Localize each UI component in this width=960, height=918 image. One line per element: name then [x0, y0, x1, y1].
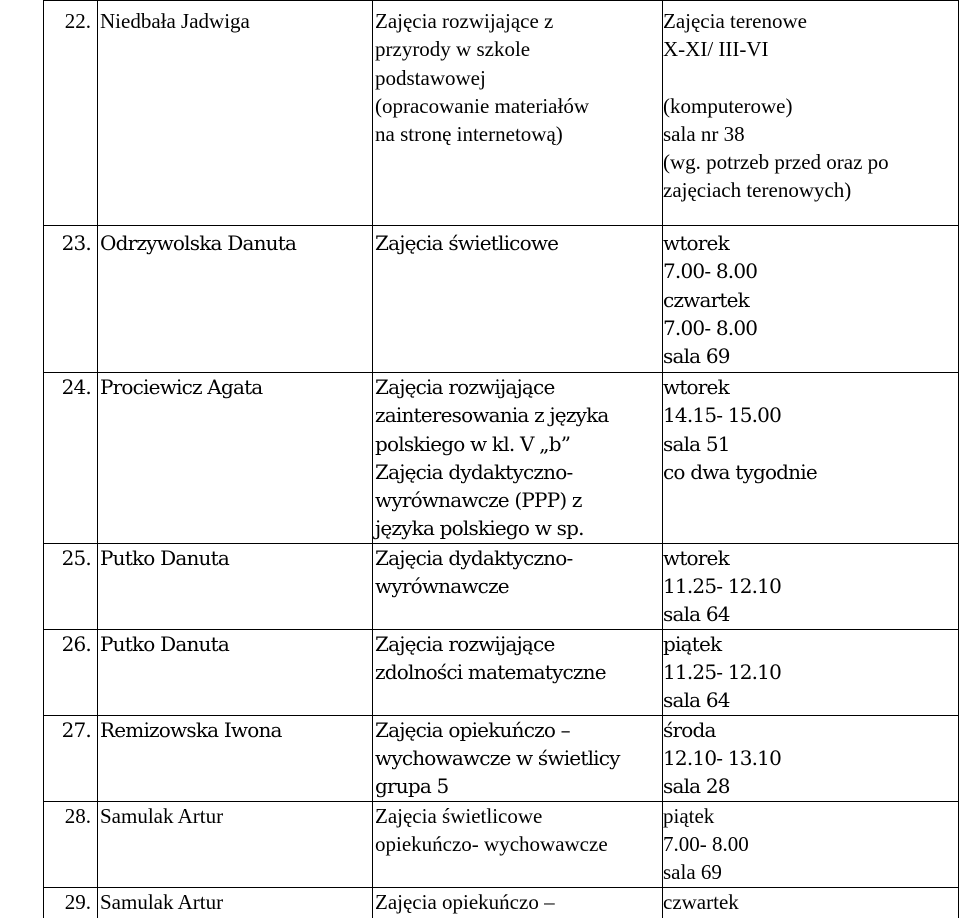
time-line: 11.25- 12.10	[663, 574, 782, 599]
row-number: 25.	[44, 543, 98, 629]
activity-line: Zajęcia rozwijające z	[375, 9, 554, 33]
time-line: sala 51	[663, 431, 730, 456]
time-line: piątek	[663, 631, 722, 656]
activity-description	[373, 629, 663, 715]
activity-line: podstawowej	[375, 65, 486, 90]
table-row	[44, 715, 959, 801]
time-line: zajęciach terenowych)	[663, 178, 852, 203]
teacher-name: Putko Danuta	[98, 629, 373, 715]
schedule-info	[663, 1, 959, 226]
activity-description	[373, 226, 663, 373]
activity-description	[373, 887, 663, 918]
time-line: Zajęcia terenowe	[663, 9, 807, 33]
row-number: 24.	[44, 373, 98, 544]
activity-line: polskiego w kl. V „b”	[375, 431, 571, 456]
activity-line: grupa 5	[375, 774, 449, 799]
teacher-name: Prociewicz Agata	[98, 373, 373, 544]
time-line: (wg. potrzeb przed oraz po	[663, 150, 889, 175]
table-row	[44, 1, 959, 226]
schedule-info	[663, 715, 959, 801]
schedule-info	[663, 629, 959, 715]
activity-line: Zajęcia świetlicowe	[375, 231, 559, 255]
activity-line: Zajęcia świetlicowe	[375, 803, 543, 828]
time-line: sala 69	[663, 860, 722, 885]
activity-line: Zajęcia rozwijające	[375, 375, 555, 399]
table-row	[44, 629, 959, 715]
table-row	[44, 543, 959, 629]
activity-line: wychowawcze w świetlicy	[375, 746, 620, 771]
time-line: piątek	[663, 803, 715, 828]
activity-line: Zajęcia dydaktyczno-	[375, 545, 573, 570]
time-line: sala 64	[663, 602, 730, 627]
time-line: środa	[663, 717, 716, 742]
schedule-info	[663, 801, 959, 887]
teacher-name: Samulak Artur	[98, 801, 373, 887]
time-line: 12.10- 13.10	[663, 746, 782, 771]
teacher-name: Putko Danuta	[98, 543, 373, 629]
activity-line: Zajęcia rozwijające	[375, 631, 555, 656]
activity-line: Zajęcia opiekuńczo –	[375, 717, 570, 742]
time-line: 14.15- 15.00	[663, 403, 782, 428]
row-number: 28.	[44, 801, 98, 887]
time-line: sala 28	[663, 774, 730, 799]
activity-description	[373, 543, 663, 629]
time-line: sala nr 38	[663, 121, 745, 146]
time-line: 7.00- 8.00	[663, 259, 758, 284]
row-number: 29.	[44, 887, 98, 918]
teacher-name: Niedbała Jadwiga	[98, 1, 373, 226]
activity-line: Zajęcia dydaktyczno-	[375, 459, 573, 484]
schedule-table	[43, 0, 959, 918]
activity-description	[373, 715, 663, 801]
activity-line: (opracowanie materiałów	[375, 93, 589, 118]
time-line: sala 69	[663, 344, 730, 369]
activity-line: opiekuńczo- wychowawcze	[375, 832, 608, 857]
activity-line: wyrównawcze	[375, 574, 509, 599]
time-line: czwartek	[663, 889, 739, 914]
time-line: X-XI/ III-VI	[663, 37, 769, 62]
activity-line: przyrody w szkole	[375, 37, 531, 62]
table-row	[44, 373, 959, 544]
time-line: 7.00- 8.00	[663, 315, 758, 340]
time-line: wtorek	[663, 545, 729, 570]
schedule-info	[663, 887, 959, 918]
teacher-name: Odrzywolska Danuta	[98, 226, 373, 373]
activity-line: zdolności matematyczne	[375, 660, 606, 685]
row-number: 23.	[44, 226, 98, 373]
table-row	[44, 801, 959, 887]
time-line: (komputerowe)	[663, 93, 793, 118]
time-line: wtorek	[663, 375, 729, 399]
activity-description	[373, 1, 663, 226]
row-number: 27.	[44, 715, 98, 801]
schedule-info	[663, 543, 959, 629]
activity-line: wyrównawcze (PPP) z	[375, 488, 582, 513]
row-number: 22.	[44, 1, 98, 226]
time-line: 7.00- 8.00	[663, 832, 749, 857]
time-line: czwartek	[663, 287, 749, 312]
time-line: sala 64	[663, 688, 730, 713]
teacher-name: Remizowska Iwona	[98, 715, 373, 801]
row-number: 26.	[44, 629, 98, 715]
schedule-info	[663, 373, 959, 544]
activity-line: Zajęcia opiekuńczo –	[375, 889, 555, 914]
table-row	[44, 226, 959, 373]
teacher-name: Samulak Artur	[98, 887, 373, 918]
activity-line: na stronę internetową)	[375, 122, 563, 147]
time-line: co dwa tygodnie	[663, 459, 817, 484]
schedule-info	[663, 226, 959, 373]
activity-line: języka polskiego w sp.	[375, 516, 584, 541]
time-line: wtorek	[663, 231, 729, 255]
activity-line: zainteresowania z języka	[375, 403, 609, 428]
time-line: 11.25- 12.10	[663, 660, 782, 685]
activity-description	[373, 801, 663, 887]
activity-description	[373, 373, 663, 544]
spacer	[663, 64, 958, 92]
table-row	[44, 887, 959, 918]
